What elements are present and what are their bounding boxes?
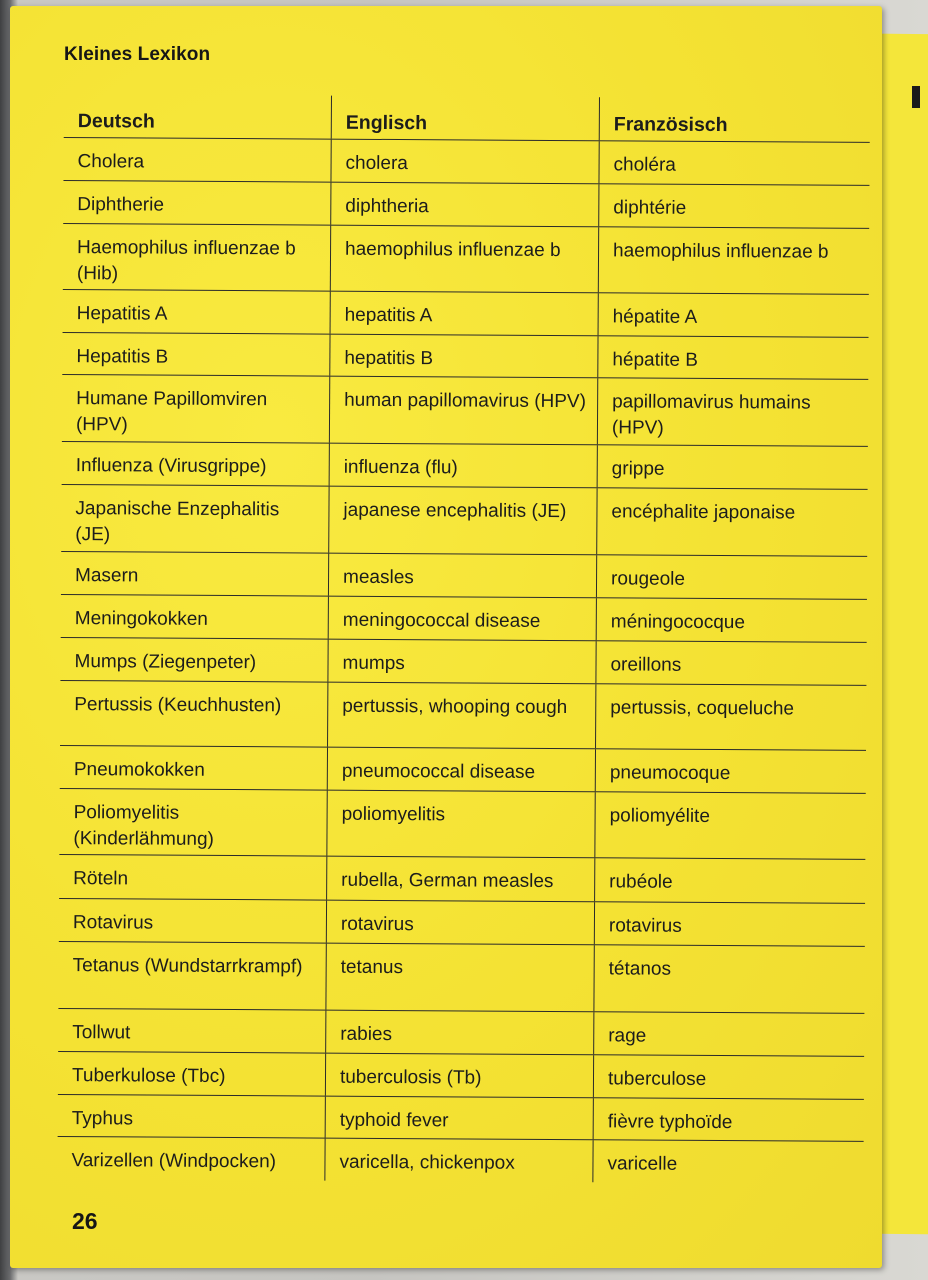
page-title: Kleines Lexikon <box>64 44 211 65</box>
cell-englisch: varicella, chickenpox <box>324 1139 592 1183</box>
cell-deutsch: Tollwut <box>72 1022 131 1044</box>
cell-englisch: measles <box>328 554 596 598</box>
table-header-row <box>64 94 870 143</box>
cell-englisch: diphtheria <box>330 183 598 227</box>
cell-franzoesisch: fièvre typhoïde <box>593 1098 864 1141</box>
cell-franzoesisch: grippe <box>597 445 868 489</box>
adjacent-page-mark <box>912 86 920 108</box>
cell-franzoesisch: hépatite A <box>598 293 869 337</box>
header-deutsch: Deutsch <box>77 110 155 133</box>
table-row <box>59 855 865 904</box>
cell-franzoesisch: rubéole <box>594 858 865 903</box>
cell-englisch: human papillomavirus (HPV) <box>329 377 597 445</box>
cell-deutsch: Pertussis (Keuchhusten) <box>74 694 282 717</box>
table-row <box>59 789 865 860</box>
table-row <box>63 224 869 295</box>
cell-deutsch: Rotavirus <box>72 912 154 934</box>
cell-franzoesisch: pertussis, coqueluche <box>595 684 866 750</box>
cell-franzoesisch: rage <box>593 1012 864 1056</box>
cell-deutsch: Japanische Enzephalitis (JE) <box>75 498 280 546</box>
cell-englisch: japanese encephalitis (JE) <box>328 487 596 555</box>
cell-franzoesisch: tuberculose <box>593 1055 864 1099</box>
lexicon-table <box>57 94 870 1184</box>
cell-englisch: typhoid fever <box>325 1097 593 1140</box>
table-row <box>58 1009 864 1057</box>
cell-deutsch: Tuberkulose (Tbc) <box>71 1065 226 1088</box>
cell-deutsch: Diphtherie <box>77 194 164 216</box>
cell-deutsch: Mumps (Ziegenpeter) <box>74 651 257 674</box>
cell-englisch: rabies <box>325 1011 593 1055</box>
table-row <box>61 485 867 557</box>
cell-franzoesisch: rotavirus <box>594 902 865 946</box>
cell-franzoesisch: choléra <box>598 141 869 185</box>
cell-englisch: hepatitis A <box>330 292 598 336</box>
cell-deutsch: Hepatitis B <box>76 346 169 368</box>
cell-deutsch: Cholera <box>77 151 145 173</box>
page-number: 26 <box>72 1208 98 1234</box>
table-row <box>61 552 867 600</box>
table-row <box>62 375 868 447</box>
table-row <box>62 333 868 380</box>
table-row <box>57 1137 863 1184</box>
table-row <box>60 681 866 751</box>
cell-englisch: pertussis, whooping cough <box>327 683 595 749</box>
cell-franzoesisch: oreillons <box>595 641 866 685</box>
table-row <box>63 181 869 229</box>
table-row <box>60 638 866 686</box>
table-row <box>60 746 866 794</box>
cell-deutsch: Humane Papillomviren (HPV) <box>75 388 268 436</box>
cell-englisch: influenza (flu) <box>329 444 597 488</box>
cell-franzoesisch: papillomavirus humains (HPV) <box>597 378 868 446</box>
cell-englisch: mumps <box>327 640 595 684</box>
cell-englisch: poliomyelitis <box>326 791 594 858</box>
cell-deutsch: Meningokokken <box>74 608 208 630</box>
cell-franzoesisch: hépatite B <box>597 336 868 379</box>
cell-englisch: pneumococcal disease <box>327 748 595 792</box>
cell-englisch: rubella, German measles <box>326 857 594 902</box>
table-row <box>63 138 869 186</box>
cell-englisch: tetanus <box>325 944 593 1012</box>
cell-franzoesisch: poliomyélite <box>594 792 865 859</box>
table-row <box>63 290 869 338</box>
cell-englisch: rotavirus <box>326 901 594 945</box>
cell-englisch: meningococcal disease <box>328 597 596 641</box>
cell-franzoesisch: haemophilus influenzae b <box>598 227 869 294</box>
table-row <box>62 442 868 490</box>
cell-deutsch: Influenza (Virusgrippe) <box>75 455 267 478</box>
cell-deutsch: Poliomyelitis (Kinderlähmung) <box>73 802 214 850</box>
cell-deutsch: Typhus <box>71 1108 134 1130</box>
cell-franzoesisch: pneumocoque <box>595 749 866 793</box>
cell-englisch: hepatitis B <box>329 335 597 378</box>
cell-deutsch: Haemophilus influenzae b (Hib) <box>76 237 296 285</box>
cell-englisch: haemophilus influenzae b <box>330 226 598 293</box>
table-row <box>59 899 865 947</box>
table-row <box>58 1052 864 1100</box>
cell-franzoesisch: varicelle <box>592 1140 863 1184</box>
cell-franzoesisch: tétanos <box>593 945 864 1013</box>
cell-deutsch: Röteln <box>73 868 129 890</box>
cell-franzoesisch: rougeole <box>596 555 867 599</box>
booklet-page <box>10 6 882 1268</box>
cell-englisch: cholera <box>330 140 598 184</box>
header-englisch: Englisch <box>331 96 599 141</box>
cell-deutsch: Masern <box>74 565 139 587</box>
cell-deutsch: Tetanus (Wundstarrkrampf) <box>72 955 303 978</box>
cell-deutsch: Varizellen (Windpocken) <box>71 1150 277 1173</box>
cell-deutsch: Hepatitis A <box>76 303 168 325</box>
cell-englisch: tuberculosis (Tb) <box>325 1054 593 1098</box>
cell-franzoesisch: encéphalite japonaise <box>596 488 867 556</box>
cell-franzoesisch: méningococque <box>596 598 867 642</box>
cell-franzoesisch: diphtérie <box>598 184 869 228</box>
cell-deutsch: Pneumokokken <box>73 759 205 781</box>
table-row <box>58 1095 864 1142</box>
header-franzoesisch: Französisch <box>599 97 870 142</box>
table-row <box>58 942 864 1014</box>
table-row <box>61 595 867 643</box>
